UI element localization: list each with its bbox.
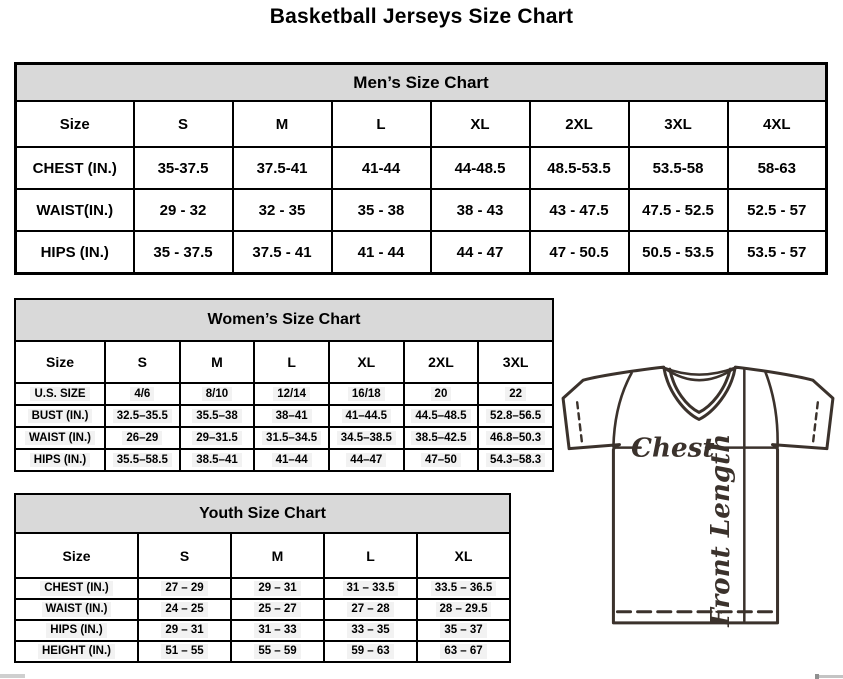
- table-cell: 44.5–48.5: [404, 405, 479, 427]
- youth-col-header: S: [138, 533, 231, 578]
- youth-col-header: XL: [417, 533, 510, 578]
- table-cell: 35 – 37: [417, 620, 510, 641]
- row-label: HIPS (IN.): [15, 620, 138, 641]
- youth-size-table: [14, 493, 511, 663]
- table-row: [16, 231, 827, 274]
- table-cell: 47 - 50.5: [530, 231, 629, 274]
- table-cell: 63 – 67: [417, 641, 510, 662]
- table-cell: 51 – 55: [138, 641, 231, 662]
- table-cell: 54.3–58.3: [478, 449, 553, 471]
- table-cell: 43 - 47.5: [530, 189, 629, 231]
- page-title: Basketball Jerseys Size Chart: [269, 5, 574, 28]
- table-cell: 31 – 33: [231, 620, 324, 641]
- table-cell: 35 - 37.5: [134, 231, 233, 274]
- table-cell: 35-37.5: [134, 147, 233, 189]
- table-cell: 16/18: [329, 383, 404, 405]
- table-cell: 26–29: [105, 427, 180, 449]
- mens-table-title: Men’s Size Chart: [16, 64, 827, 102]
- womens-col-header: Size: [15, 341, 105, 383]
- table-cell: 12/14: [254, 383, 329, 405]
- table-cell: 41 - 44: [332, 231, 431, 274]
- table-cell: 29 – 31: [138, 620, 231, 641]
- mens-col-header: 4XL: [728, 101, 827, 147]
- table-row: [15, 449, 553, 471]
- jersey-outline-icon: [563, 367, 833, 623]
- table-cell: 27 – 28: [324, 599, 417, 620]
- table-cell: 41-44: [332, 147, 431, 189]
- table-cell: 35.5–58.5: [105, 449, 180, 471]
- womens-col-header: L: [254, 341, 329, 383]
- table-cell: 44–47: [329, 449, 404, 471]
- table-cell: 29 - 32: [134, 189, 233, 231]
- youth-col-header: M: [231, 533, 324, 578]
- row-label: WAIST (IN.): [15, 599, 138, 620]
- front-length-label: Front Length: [705, 433, 737, 627]
- table-cell: 22: [478, 383, 553, 405]
- youth-col-header: L: [324, 533, 417, 578]
- table-row: [15, 578, 510, 599]
- table-cell: 53.5 - 57: [728, 231, 827, 274]
- row-label: U.S. SIZE: [15, 383, 105, 405]
- row-label: HEIGHT (IN.): [15, 641, 138, 662]
- table-row: [15, 599, 510, 620]
- table-cell: 38.5–41: [180, 449, 255, 471]
- table-cell: 37.5 - 41: [233, 231, 332, 274]
- table-cell: 46.8–50.3: [478, 427, 553, 449]
- table-row: [15, 427, 553, 449]
- table-cell: 52.8–56.5: [478, 405, 553, 427]
- womens-table-title: Women’s Size Chart: [15, 299, 553, 341]
- table-cell: 33 – 35: [324, 620, 417, 641]
- table-row: [15, 620, 510, 641]
- row-label: BUST (IN.): [15, 405, 105, 427]
- table-cell: 58-63: [728, 147, 827, 189]
- table-row: [15, 641, 510, 662]
- table-cell: 53.5-58: [629, 147, 728, 189]
- table-cell: 31 – 33.5: [324, 578, 417, 599]
- table-cell: 41–44.5: [329, 405, 404, 427]
- womens-col-header: 3XL: [478, 341, 553, 383]
- mens-size-table: [14, 62, 828, 275]
- table-cell: 29–31.5: [180, 427, 255, 449]
- table-cell: 59 – 63: [324, 641, 417, 662]
- table-row: [16, 147, 827, 189]
- mens-col-header: 2XL: [530, 101, 629, 147]
- table-row: [16, 189, 827, 231]
- table-cell: 32.5–35.5: [105, 405, 180, 427]
- table-cell: 55 – 59: [231, 641, 324, 662]
- jersey-measurement-diagram: [553, 354, 843, 646]
- womens-col-header: 2XL: [404, 341, 479, 383]
- table-cell: 8/10: [180, 383, 255, 405]
- mens-col-header: Size: [16, 101, 134, 147]
- scrollbar-fragment-left[interactable]: [0, 674, 25, 678]
- table-cell: 47.5 - 52.5: [629, 189, 728, 231]
- table-row: [15, 405, 553, 427]
- table-cell: 48.5-53.5: [530, 147, 629, 189]
- table-cell: 31.5–34.5: [254, 427, 329, 449]
- table-cell: 41–44: [254, 449, 329, 471]
- table-cell: 32 - 35: [233, 189, 332, 231]
- table-cell: 44 - 47: [431, 231, 530, 274]
- youth-table-title: Youth Size Chart: [15, 494, 510, 533]
- womens-col-header: S: [105, 341, 180, 383]
- table-cell: 24 – 25: [138, 599, 231, 620]
- mens-col-header: 3XL: [629, 101, 728, 147]
- youth-col-header: Size: [15, 533, 138, 578]
- table-row: [15, 383, 553, 405]
- table-cell: 34.5–38.5: [329, 427, 404, 449]
- scrollbar-fragment-right-tip[interactable]: [815, 674, 819, 679]
- mens-col-header: XL: [431, 101, 530, 147]
- mens-col-header: L: [332, 101, 431, 147]
- table-cell: 4/6: [105, 383, 180, 405]
- table-cell: 35.5–38: [180, 405, 255, 427]
- table-cell: 37.5-41: [233, 147, 332, 189]
- table-cell: 35 - 38: [332, 189, 431, 231]
- row-label: HIPS (IN.): [15, 449, 105, 471]
- row-label: WAIST(IN.): [16, 189, 134, 231]
- table-cell: 38–41: [254, 405, 329, 427]
- table-cell: 27 – 29: [138, 578, 231, 599]
- table-cell: 20: [404, 383, 479, 405]
- mens-col-header: S: [134, 101, 233, 147]
- row-label: HIPS (IN.): [16, 231, 134, 274]
- chest-label: Chest: [631, 432, 715, 464]
- womens-size-table: [14, 298, 554, 472]
- table-cell: 52.5 - 57: [728, 189, 827, 231]
- table-cell: 29 – 31: [231, 578, 324, 599]
- table-cell: 44-48.5: [431, 147, 530, 189]
- table-cell: 38.5–42.5: [404, 427, 479, 449]
- table-cell: 47–50: [404, 449, 479, 471]
- row-label: CHEST (IN.): [16, 147, 134, 189]
- mens-col-header: M: [233, 101, 332, 147]
- scrollbar-fragment-right[interactable]: [815, 675, 843, 678]
- row-label: CHEST (IN.): [15, 578, 138, 599]
- womens-col-header: M: [180, 341, 255, 383]
- table-cell: 38 - 43: [431, 189, 530, 231]
- womens-col-header: XL: [329, 341, 404, 383]
- table-cell: 50.5 - 53.5: [629, 231, 728, 274]
- table-cell: 28 – 29.5: [417, 599, 510, 620]
- row-label: WAIST (IN.): [15, 427, 105, 449]
- table-cell: 25 – 27: [231, 599, 324, 620]
- table-cell: 33.5 – 36.5: [417, 578, 510, 599]
